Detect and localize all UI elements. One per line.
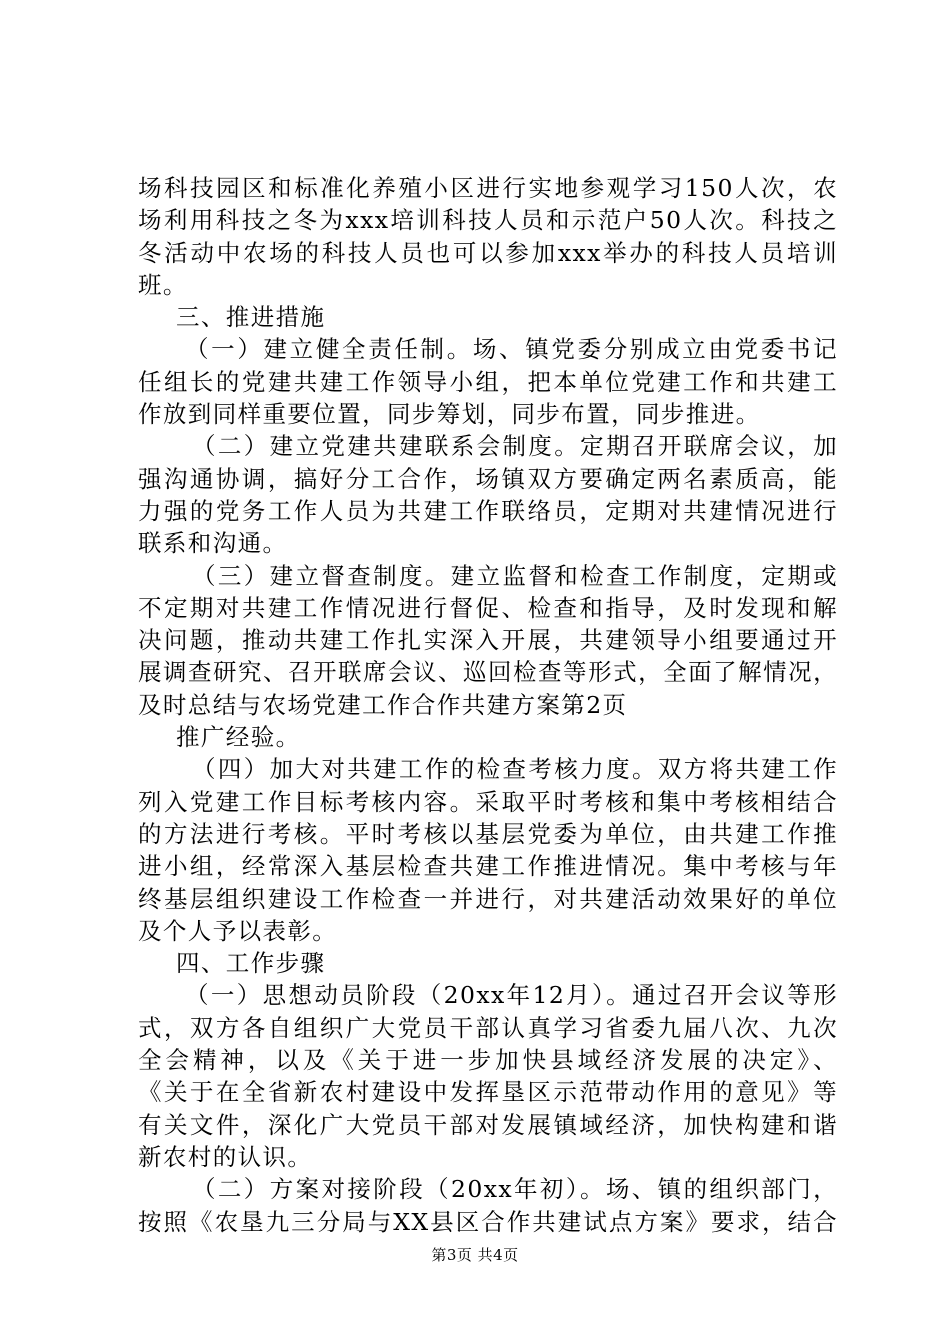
text-line: 作放到同样重要位置，同步筹划，同步布置，同步推进。 [138,400,761,429]
text-line: （一）思想动员阶段（20xx年12月）。通过召开会议等形 [185,981,838,1010]
text-line: 《关于在全省新农村建设中发挥垦区示范带动作用的意见》等 [138,1078,838,1107]
text-line: 进小组，经常深入基层检查共建工作推进情况。集中考核与年 [138,852,838,881]
text-line: 冬活动中农场的科技人员也可以参加xxx举办的科技人员培训 [138,238,838,267]
text-line: 全会精神，以及《关于进一步加快县域经济发展的决定》、 [138,1046,838,1075]
text-line: 终基层组织建设工作检查一并进行，对共建活动效果好的单位 [138,884,838,913]
text-line: 的方法进行考核。平时考核以基层党委为单位，由共建工作推 [138,819,838,848]
document-body [138,172,838,1238]
section-heading: 四、工作步骤 [176,949,326,978]
text-line: 列入党建工作目标考核内容。采取平时考核和集中考核相结合 [138,787,838,816]
section-heading: 三、推进措施 [176,303,326,332]
text-line: 及个人予以表彰。 [138,916,338,945]
text-line: 按照《农垦九三分局与XX县区合作共建试点方案》要求，结合 [138,1207,838,1236]
text-line: 新农村的认识。 [138,1142,313,1171]
text-line: 展调查研究、召开联席会议、巡回检查等形式，全面了解情况， [138,658,838,687]
text-line: 场利用科技之冬为xxx培训科技人员和示范户50人次。科技之 [138,206,838,235]
text-line: 推广经验。 [176,723,301,752]
text-line: （二）方案对接阶段（20xx年初）。场、镇的组织部门， [192,1175,838,1204]
text-line: （二）建立党建共建联系会制度。定期召开联席会议，加 [192,432,838,461]
text-line: 任组长的党建共建工作领导小组，把本单位党建工作和共建工 [138,367,838,396]
page-footer: 第3页 共4页 [431,1246,519,1264]
text-line: 不定期对共建工作情况进行督促、检查和指导，及时发现和解 [138,593,838,622]
text-line: 班。 [138,270,188,299]
text-line: 有关文件，深化广大党员干部对发展镇域经济，加快构建和谐 [138,1110,838,1139]
text-line: （四）加大对共建工作的检查考核力度。双方将共建工作 [192,755,838,784]
text-line: 力强的党务工作人员为共建工作联络员，定期对共建情况进行 [138,496,838,525]
text-line: 联系和沟通。 [138,529,288,558]
text-line: 场科技园区和标准化养殖小区进行实地参观学习150人次，农 [138,174,838,202]
text-line: 及时总结与农场党建工作合作共建方案第2页 [138,690,628,719]
text-line: 强沟通协调，搞好分工合作，场镇双方要确定两名素质高，能 [138,464,838,493]
text-line: 决问题，推动共建工作扎实深入开展，共建领导小组要通过开 [138,626,838,655]
text-line: （三）建立督查制度。建立监督和检查工作制度，定期或 [192,561,838,590]
text-line: 式，双方各自组织广大党员干部认真学习省委九届八次、九次 [138,1013,838,1042]
text-line: （一）建立健全责任制。场、镇党委分别成立由党委书记 [185,335,838,364]
